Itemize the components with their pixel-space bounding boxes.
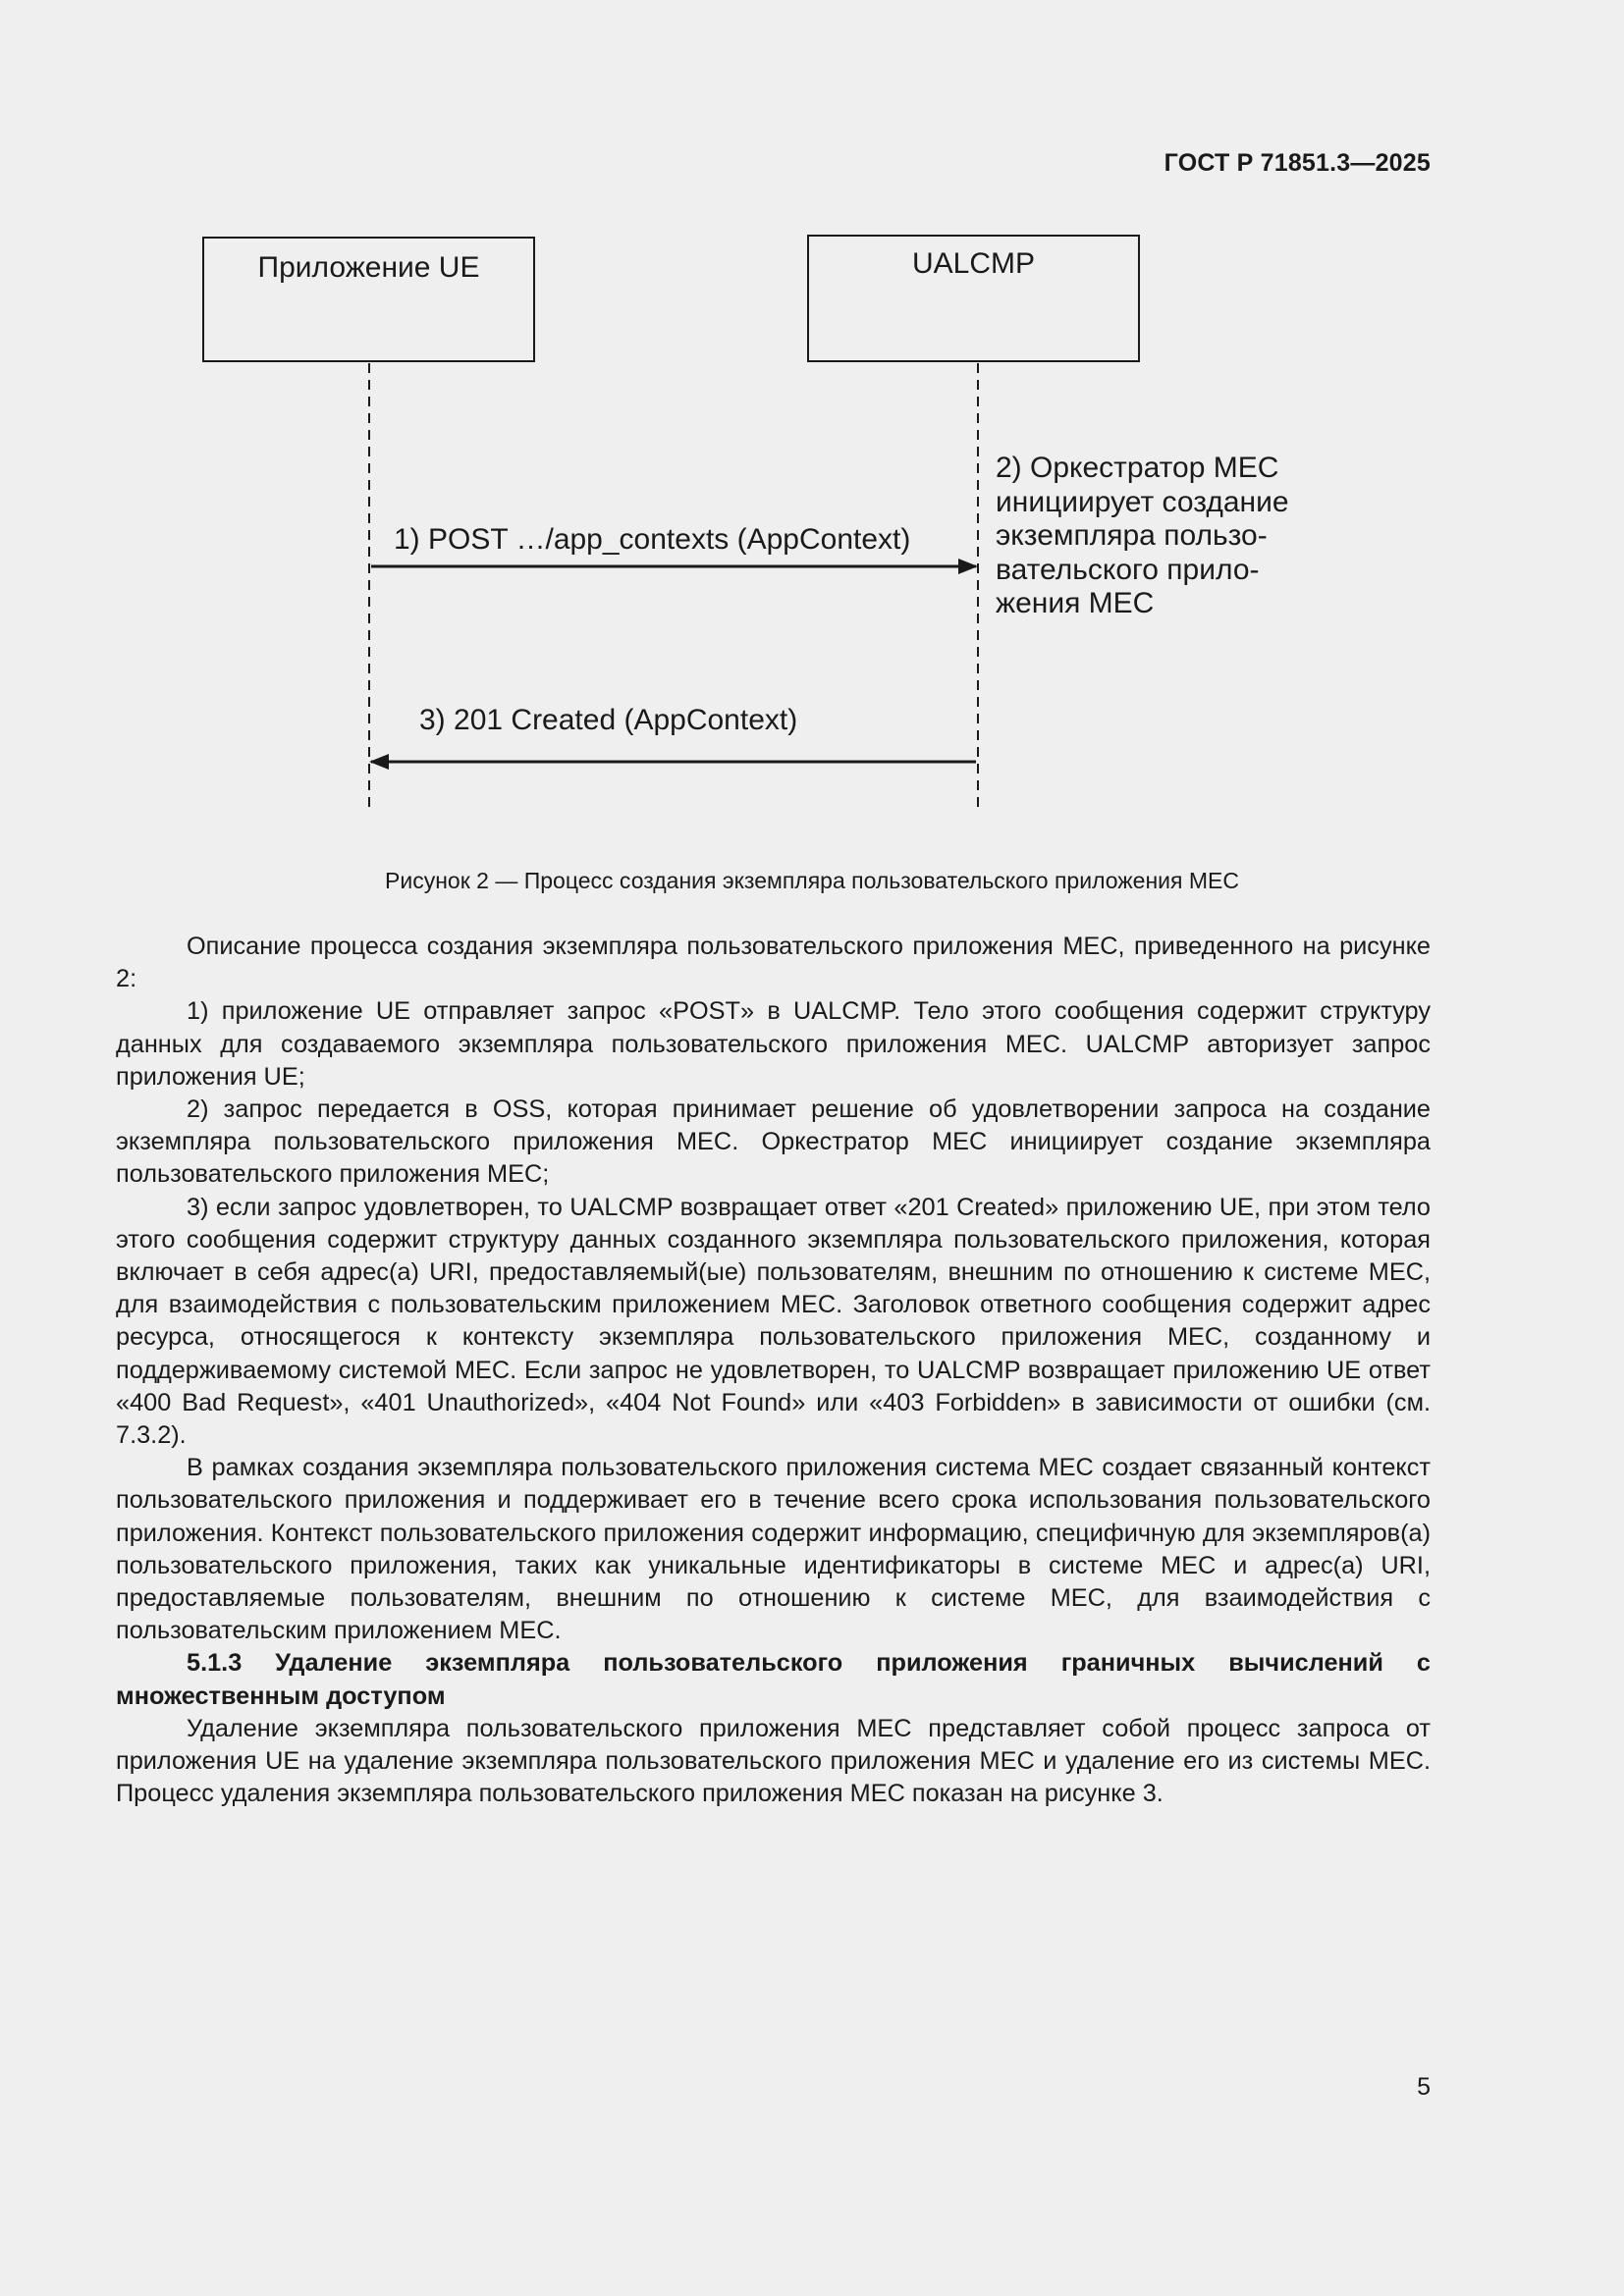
note-line: жения MEC bbox=[996, 587, 1155, 619]
paragraph: 3) если запрос удовлетворен, то UALCMP возвращает ответ «201 Created» приложению UE, при этом тело этого сообщения содержит структуру данных созданного экземпляра пользовательского приложения, которая включает в себя адрес(а) URI, предоставляемый(ые) пользователям, внешним по отношению к системе MEC, для взаимодействия с пользовательским приложением MEC. Заголовок ответного сообщения содержит адрес ресурса, относящегося к контексту экземпляра пользовательского приложения MEC, созданному и поддерживаемому системой MEC. Если запрос не удовлетворен, то UALCMP возвращает приложению UE ответ «400 Bad Request», «401 Unauthorized», «404 Not Found» или «403 Forbidden» в зависимости от ошибки (см. 7.3.2). bbox=[116, 1193, 1431, 1450]
paragraph: Удаление экземпляра пользовательского приложения MEC представляет собой процесс запроса от приложения UE на удаление экземпляра пользовательского приложения MEC и удаление его из системы MEC. Процесс удаления экземпляра пользовательского приложения MEC показан на рисунке 3. bbox=[116, 1714, 1431, 1808]
lifeline-label-ualcmp: UALCMP bbox=[911, 247, 1036, 280]
sequence-diagram bbox=[0, 0, 1624, 864]
message-label-post: 1) POST …/app_contexts (AppContext) bbox=[394, 523, 911, 556]
paragraph: 1) приложение UE отправляет запрос «POST» в UALCMP. Тело этого сообщения содержит структуру данных для создаваемого экземпляра пользовательского приложения MEC. UALCMP авторизует запрос приложения UE; bbox=[116, 997, 1431, 1091]
sequence-diagram-graphics bbox=[0, 0, 1624, 864]
process-note bbox=[996, 452, 1320, 621]
note-line: вательского прило- bbox=[996, 553, 1260, 586]
lifeline-label-app-ue: Приложение UE bbox=[257, 251, 480, 284]
document-code: ГОСТ Р 71851.3—2025 bbox=[1164, 149, 1431, 177]
page-number: 5 bbox=[1417, 2073, 1431, 2101]
message-label-created: 3) 201 Created (AppContext) bbox=[419, 704, 798, 736]
note-line: 2) Оркестратор MEC bbox=[996, 452, 1279, 484]
section-heading: 5.1.3 Удаление экземпляра пользовательского приложения граничных вычислений с множественным доступом bbox=[116, 1649, 1431, 1710]
body-text bbox=[116, 931, 1431, 1810]
paragraph: В рамках создания экземпляра пользовательского приложения система MEC создает связанный контекст пользовательского приложения и поддерживает его в течение всего срока использования пользовательского приложения. Контекст пользовательского приложения содержит информацию, специфичную для экземпляров(а) пользовательского приложения, таких как уникальные идентификаторы в системе MEC и адрес(а) URI, предоставляемые пользователям, внешним по отношению к системе MEC, для взаимодействия с пользовательским приложением MEC. bbox=[116, 1454, 1431, 1645]
paragraph: 2) запрос передается в OSS, которая принимает решение об удовлетворении запроса на создание экземпляра пользовательского приложения MEC. Оркестратор MEC инициирует создание экземпляра пользовательского приложения MEC; bbox=[116, 1095, 1431, 1189]
figure-caption: Рисунок 2 — Процесс создания экземпляра пользовательского приложения MEC bbox=[385, 868, 1239, 893]
note-line: инициирует создание bbox=[996, 485, 1289, 518]
paragraph: Описание процесса создания экземпляра пользовательского приложения MEC, приведенного на рисунке 2: bbox=[116, 933, 1431, 993]
note-line: экземпляра пользо- bbox=[996, 519, 1268, 552]
